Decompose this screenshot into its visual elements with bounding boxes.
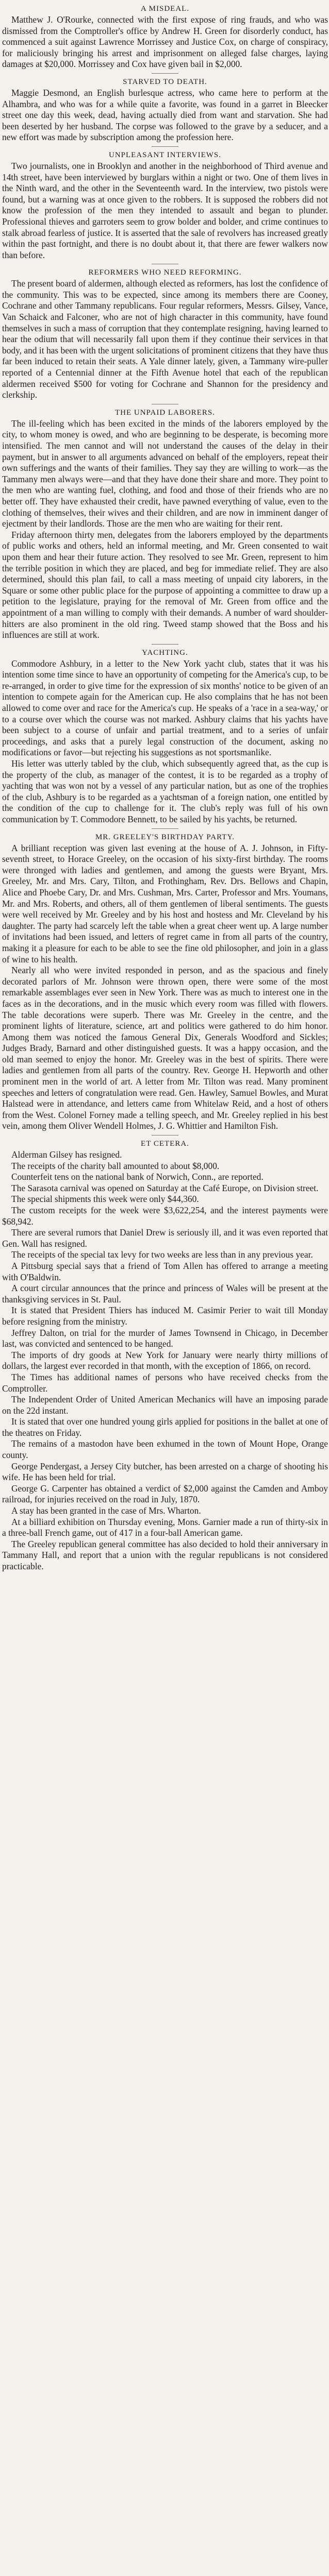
article-paragraph: The imports of dry goods at New York for January were nearly thirty millions of dollars, the largest ever recorded in that month, with the exception of 1866, on record. (2, 1349, 328, 1371)
section-heading: YACHTING. (142, 648, 188, 657)
article-paragraph: Commodore Ashbury, in a letter to the New York yacht club, states that it was his intention some time since to have an opportunity of competing for the America's cup, to be re-arranged, in order to give time for the expression of six months' notice to be given of an intention to compete again for the American cup. He also complains that he has not been allowed to come over and race for the America's cup. He speaks of a 'race in a sea-way,' or to a course over which the course was not marked. Ashbury claims that his yachts have been subject to a course of unfair and partial treatment, and to a series of unfair proceedings, and asks that a purely legal construction of the document, asking no modifications or favor—but rejecting his suggestions as not sportsmanlike. (2, 658, 328, 758)
article-paragraph: Two journalists, one in Brooklyn and another in the neighborhood of Third avenue and 14th street, have been interviewed by burglars within a night or two. One of them lives in the Ninth ward, and the other in the Seventeenth ward. In the interview, two pistols were found, but a warning was at once given to the robbers. It is supposed the robbers did not know the profession of the men they intended to assault and began to plunder. Professional thieves and garroters seem to grow bolder and bolder, and crime continues to stalk abroad fearless of justice. It is asserted that the sale of revolvers has increased greatly within the past fortnight, and there is no doubt about it, that there are fewer walkers now than before. (2, 160, 328, 260)
section-heading: A MISDEAL. (140, 5, 190, 13)
section-divider (152, 644, 178, 645)
article-paragraph: The Greeley republican general committee has also decided to hold their anniversary in Tammany Hall, and report that a union with the regular republicans is not considered practicable. (2, 1538, 328, 1571)
section-heading: STARVED TO DEATH. (123, 77, 207, 86)
section-heading: ET CETERA. (141, 1140, 189, 1148)
article-paragraph: The special shipments this week were only $44,360. (11, 1194, 199, 1205)
article-paragraph: A brilliant reception was given last evening at the house of A. J. Johnson, in Fifty-seventh street, to Horace Greeley, on the occasion of his sixty-first birthday. The rooms were thronged with ladies and gentlemen, and among the guests were Bryant, Mrs. Greeley, Mr. and Mrs. Cary, Tilton, and Frothingham, Rev. Drs. Bellows and Chapin, Alice and Phoebe Cary, Dr. and Mrs. Cushman, Mrs. Carter, Professor and Mrs. Youmans, Mr. and Mrs. Roberts, and others, all of them gentlemen of liberal sentiments. The guests were well received by Mr. Greeley and by his host and hostess and Mr. Cleveland by his daughter. The party had scarcely left the table when a great cheer went up. A large number of invitations had been issued, and letters of regret came in from all parts of the country, making it a pleasure for each to be able to see the fine old philosopher, and join in a glass of wine to his health. (2, 842, 328, 964)
article-paragraph: George G. Carpenter has obtained a verdict of $2,000 against the Camden and Amboy railroad, for injuries received on the road in July, 1870. (2, 1483, 328, 1505)
article-paragraph: At a billiard exhibition on Thursday evening, Mons. Garnier made a run of thirty-six in a three-ball French game, out of 417 in a four-ball American game. (2, 1516, 328, 1538)
section-heading: MR. GREELEY'S BIRTHDAY PARTY. (95, 833, 235, 841)
article-paragraph: The receipts of the charity ball amounted to about $8,000. (11, 1160, 220, 1171)
article-paragraph: A stay has been granted in the case of Mrs. Wharton. (11, 1505, 201, 1516)
article-paragraph: A court circular announces that the prince and princess of Wales will be present at the thanksgiving services in St. Paul. (2, 1283, 328, 1304)
section-divider (152, 73, 178, 74)
section-heading: UNPLEASANT INTERVIEWS. (108, 150, 221, 159)
section-divider (152, 146, 178, 147)
article-paragraph: The Sarasota carnival was opened on Saturday at the Café Europe, on Division street. (11, 1182, 319, 1193)
article-paragraph: It is stated that over one hundred young girls applied for positions in the ballet at one of the theatres on Friday. (2, 1416, 328, 1438)
article-paragraph: Maggie Desmond, an English burlesque actress, who came here to perform at the Alhambra, and who was for a while quite a favorite, was found in a garret in Bleecker street one day this week, dead, having actually died from want and starvation. She had been deserted by her husband. The corpse was followed to the grave by a seducer, and a new effort was made by subscription among the profession here. (2, 87, 328, 143)
article-paragraph: Counterfeit tens on the national bank of Norwich, Conn., are reported. (11, 1172, 264, 1182)
section-heading: THE UNPAID LABORERS. (114, 408, 216, 417)
article-paragraph: Friday afternoon thirty men, delegates from the laborers employed by the departments of public works and others, held an informal meeting, and Mr. Green consented to wait upon them and hear their future action. They resolved to see Mr. Green, represent to him the terrible position in which they are placed, and beg for immediate relief. They are also determined, should this plan fail, to call a mass meeting of unpaid city laborers, in the Square or some other public place for the purpose of appointing a committee to draw up a petition to the legislature, praying for the removal of Mr. Green from office and the appointment of a man willing to comply with their demands. A number of ward shoulder-hitters are also prominent in the old ring. Tweed stamp showed that the Boss and his influences are still at work. (2, 529, 328, 640)
article-paragraph: A Pittsburg special says that a friend of Tom Allen has offered to arrange a meeting with O'Baldwin. (2, 1260, 328, 1282)
article-paragraph: The custom receipts for the week were $3,622,254, and the interest payments were $68,942. (2, 1205, 328, 1227)
article-paragraph: George Pendergast, a Jersey City butcher, has been arrested on a charge of shooting his wife. He has been held for trial. (2, 1461, 328, 1483)
section-heading: REFORMERS WHO NEED REFORMING. (88, 268, 242, 277)
article-paragraph: The ill-feeling which has been excited in the minds of the laborers employed by the city, to whom money is owed, and who are beginning to be desperate, is becoming more intensified. The men cannot and will not understand the causes of the delay in their payment, but in answer to all arguments advanced on behalf of the employers, repeat their own sufferings and the wants of their families. They say they are willing to work—as the Tammany men always were—and that they have done their share and more. They point to the men who are wanting fuel, clothing, and food and those of their friends who are no better off. They have exhausted their credit, have pawned everything of value, even to the clothing of themselves, their wives and their children, and are now in imminent danger of ejectment by their landlords. Those are the men who are waiting for their rent. (2, 418, 328, 529)
article-paragraph: His letter was utterly tabled by the club, which subsequently agreed that, as the cup is the property of the club, as manager of the contest, it is to be regarded as a trophy of yachting that was won not by a vessel of any particular nation, but as one of the trophies of the club, Ashbury is to be regarded as a yachtsman of a foreign nation, one entitled by the condition of the cup to challenge for it. The club's reply was full of his own communication by T. Commodore Bennett, to be sailed by his yachts, be returned. (2, 758, 328, 824)
article-paragraph: The Times has additional names of persons who have received checks from the Comptroller. (2, 1371, 328, 1394)
article-paragraph: There are several rumors that Daniel Drew is seriously ill, and it was even reported that Gen. Wall has resigned. (2, 1227, 328, 1249)
article-paragraph: Matthew J. O'Rourke, connected with the first expose of ring frauds, and who was dismissed from the Comptroller's office by Andrew H. Green for disorderly conduct, has commenced a suit against Lawrence Morrissey and Justice Cox, on charge of conspiracy, for maliciously bringing his arrest and imprisonment on alleged false charges, laying damages at $20,000. Morrissey and Cox have given bail in $2,000. (2, 14, 328, 70)
article-paragraph: Nearly all who were invited responded in person, and as the spacious and finely decorated parlors of Mr. Johnson were thrown open, there were some of the most remarkable assemblages ever seen in New York. There was as much to interest one in the faces as in the decorations, and in the music which every room was filled with flowers. The table decorations were superb. There was Mr. Greeley in the centre, and the prominent lights of literature, science, art and politics were gathered to do him honor. Among them was noticed the famous General Dix, Generals Woodford and Sickles; Judges Brady, Barnard and other distinguished guests. It was a happy occasion, and the old man seemed to enjoy the honor. Mr. Greeley was in the best of spirits. There were ladies and gentlemen from all parts of the country. Rev. George H. Hepworth and other prominent men in the world of art. A letter from Mr. Tilton was read. Many prominent speeches and letters of congratulation were read. Gen. Hawley, Samuel Bowles, and Murat Halstead were in attendance, and letters came from Whitelaw Reid, and a host of others from the West. Colonel Forney made a telling speech, and Mr. Greeley replied in his best vein, among them Oliver Wendell Holmes, J. G. Whittier and Hamilton Fish. (2, 965, 328, 1131)
article-paragraph: The remains of a mastodon have been exhumed in the town of Mount Hope, Orange county. (2, 1438, 328, 1461)
section-divider (152, 1135, 178, 1136)
article-paragraph: It is stated that President Thiers has induced M. Casimir Perier to wait till Monday before resigning from the ministry. (2, 1305, 328, 1327)
article-paragraph: The receipts of the special tax levy for two weeks are less than in any previous year. (11, 1249, 313, 1260)
article-paragraph: Jeffrey Dalton, on trial for the murder of James Townsend in Chicago, in December last, was convicted and sentenced to be hanged. (2, 1327, 328, 1349)
article-paragraph: The present board of aldermen, although elected as reformers, has lost the confidence of the community. This was to be expected, since among its members there are Cooney, Cochrane and other Tammany republicans. Four regular reformers, Messrs. Gilsey, Vance, Van Schaick and Falconer, who are not of high character in this community, have found themselves in such a mass of corruption that they contemplate resigning, having learned to hear the odium that will necessarily fall upon them if they continue their services in that body, and it has been with the urgent solicitations of prominent citizens that they have thus far been induced to retain their seats. A Yale dinner lately, given, a Tammany wire-puller reported of a Centennial dinner at the Fifth Avenue hotel that each of the republican aldermen received $500 for voting for Cochrane and Shannon for the presidency and clerkship. (2, 278, 328, 400)
article-paragraph: Alderman Gilsey has resigned. (11, 1149, 122, 1160)
section-divider (152, 828, 178, 829)
article-paragraph: The Independent Order of United American Mechanics will have an imposing parade on the 22d instant. (2, 1394, 328, 1416)
